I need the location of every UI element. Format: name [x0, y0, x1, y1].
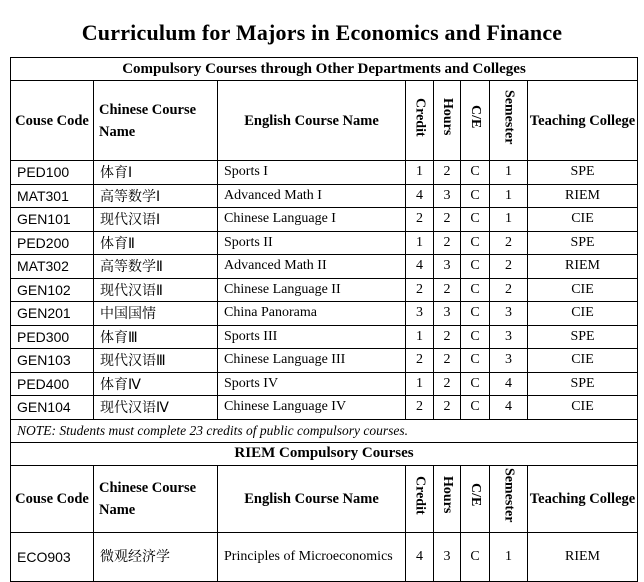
header-semester: Semester — [501, 467, 517, 523]
credit-value: 3 — [406, 302, 434, 326]
header-college: Teaching College — [528, 81, 638, 161]
english-name: Sports III — [218, 325, 406, 349]
hours-value: 3 — [434, 255, 461, 279]
hours-value: 2 — [434, 231, 461, 255]
college-value: SPE — [528, 372, 638, 396]
header-row-2 — [11, 465, 638, 532]
ce-value: C — [461, 255, 490, 279]
hours-value: 2 — [434, 278, 461, 302]
college-value: SPE — [528, 231, 638, 255]
hours-value: 3 — [434, 184, 461, 208]
credit-value: 1 — [406, 325, 434, 349]
semester-value: 3 — [490, 325, 528, 349]
table-row — [11, 372, 638, 396]
chinese-name: 现代汉语Ⅳ — [94, 396, 218, 420]
chinese-name: 现代汉语Ⅰ — [94, 208, 218, 232]
credit-value: 4 — [406, 184, 434, 208]
chinese-name: 体育Ⅱ — [94, 231, 218, 255]
english-name: Chinese Language III — [218, 349, 406, 373]
header-credit: Credit — [412, 475, 428, 515]
header-college: Teaching College — [528, 465, 638, 532]
chinese-name: 中国国情 — [94, 302, 218, 326]
credit-value: 1 — [406, 161, 434, 185]
hours-value: 3 — [434, 302, 461, 326]
credit-value: 2 — [406, 349, 434, 373]
semester-value: 2 — [490, 231, 528, 255]
ce-value: C — [461, 396, 490, 420]
ce-value: C — [461, 278, 490, 302]
ce-value: C — [461, 208, 490, 232]
ce-value: C — [461, 325, 490, 349]
credit-value: 4 — [406, 532, 434, 581]
header-credit: Credit — [412, 97, 428, 137]
semester-value: 1 — [490, 184, 528, 208]
ce-value: C — [461, 372, 490, 396]
header-code: Couse Code — [11, 81, 94, 161]
semester-value: 2 — [490, 255, 528, 279]
table-row — [11, 302, 638, 326]
college-value: CIE — [528, 302, 638, 326]
curriculum-table — [10, 57, 638, 582]
section-heading: Compulsory Courses through Other Departments and Colleges — [11, 58, 638, 81]
hours-value: 2 — [434, 372, 461, 396]
table-row — [11, 184, 638, 208]
course-code: GEN102 — [11, 278, 94, 302]
course-code: GEN201 — [11, 302, 94, 326]
credit-value: 2 — [406, 208, 434, 232]
hours-value: 2 — [434, 161, 461, 185]
header-chinese: Chinese Course Name — [94, 81, 218, 161]
college-value: CIE — [528, 349, 638, 373]
hours-value: 2 — [434, 349, 461, 373]
chinese-name: 体育Ⅲ — [94, 325, 218, 349]
ce-value: C — [461, 231, 490, 255]
semester-value: 3 — [490, 302, 528, 326]
note-row — [11, 419, 638, 442]
credit-value: 1 — [406, 372, 434, 396]
course-code: PED200 — [11, 231, 94, 255]
section-heading: RIEM Compulsory Courses — [11, 442, 638, 465]
chinese-name: 体育Ⅳ — [94, 372, 218, 396]
header-chinese: Chinese Course Name — [94, 465, 218, 532]
credit-value: 4 — [406, 255, 434, 279]
semester-value: 4 — [490, 372, 528, 396]
header-ce: C/E — [468, 105, 483, 129]
ce-value: C — [461, 184, 490, 208]
college-value: CIE — [528, 208, 638, 232]
table-row — [11, 325, 638, 349]
credit-value: 1 — [406, 231, 434, 255]
header-ce: C/E — [468, 483, 483, 507]
credit-value: 2 — [406, 278, 434, 302]
chinese-name: 现代汉语Ⅱ — [94, 278, 218, 302]
note-text: NOTE: Students must complete 23 credits of public compulsory courses. — [11, 419, 638, 442]
english-name: Advanced Math II — [218, 255, 406, 279]
semester-value: 4 — [490, 396, 528, 420]
chinese-name: 现代汉语Ⅲ — [94, 349, 218, 373]
table-row — [11, 532, 638, 581]
table-row — [11, 231, 638, 255]
english-name: Chinese Language II — [218, 278, 406, 302]
college-value: RIEM — [528, 184, 638, 208]
table-row — [11, 255, 638, 279]
chinese-name: 体育Ⅰ — [94, 161, 218, 185]
course-code: MAT301 — [11, 184, 94, 208]
college-value: SPE — [528, 325, 638, 349]
hours-value: 2 — [434, 325, 461, 349]
table-row — [11, 278, 638, 302]
college-value: CIE — [528, 396, 638, 420]
english-name: Principles of Microeconomics — [218, 532, 406, 581]
college-value: SPE — [528, 161, 638, 185]
header-row — [11, 81, 638, 161]
course-code: PED100 — [11, 161, 94, 185]
semester-value: 3 — [490, 349, 528, 373]
table-row — [11, 396, 638, 420]
chinese-name: 高等数学Ⅱ — [94, 255, 218, 279]
hours-value: 2 — [434, 208, 461, 232]
english-name: Sports I — [218, 161, 406, 185]
header-code: Couse Code — [11, 465, 94, 532]
course-code: GEN101 — [11, 208, 94, 232]
ce-value: C — [461, 161, 490, 185]
english-name: Chinese Language I — [218, 208, 406, 232]
course-code: GEN104 — [11, 396, 94, 420]
chinese-name: 高等数学Ⅰ — [94, 184, 218, 208]
page-title: Curriculum for Majors in Economics and Finance — [81, 20, 563, 45]
semester-value: 1 — [490, 161, 528, 185]
english-name: Advanced Math I — [218, 184, 406, 208]
header-semester: Semester — [501, 89, 517, 145]
course-code: PED300 — [11, 325, 94, 349]
header-english: English Course Name — [218, 465, 406, 532]
header-english: English Course Name — [218, 81, 406, 161]
english-name: China Panorama — [218, 302, 406, 326]
header-hours: Hours — [440, 98, 455, 136]
credit-value: 2 — [406, 396, 434, 420]
header-hours: Hours — [440, 476, 455, 514]
semester-value: 1 — [490, 532, 528, 581]
course-code: ECO903 — [11, 532, 94, 581]
hours-value: 2 — [434, 396, 461, 420]
table-row — [11, 349, 638, 373]
ce-value: C — [461, 532, 490, 581]
semester-value: 1 — [490, 208, 528, 232]
ce-value: C — [461, 302, 490, 326]
college-value: RIEM — [528, 532, 638, 581]
table-row — [11, 161, 638, 185]
chinese-name: 微观经济学 — [94, 532, 218, 581]
course-code: GEN103 — [11, 349, 94, 373]
college-value: CIE — [528, 278, 638, 302]
hours-value: 3 — [434, 532, 461, 581]
english-name: Sports II — [218, 231, 406, 255]
ce-value: C — [461, 349, 490, 373]
college-value: RIEM — [528, 255, 638, 279]
english-name: Chinese Language IV — [218, 396, 406, 420]
english-name: Sports IV — [218, 372, 406, 396]
semester-value: 2 — [490, 278, 528, 302]
course-code: MAT302 — [11, 255, 94, 279]
table-row — [11, 208, 638, 232]
course-code: PED400 — [11, 372, 94, 396]
